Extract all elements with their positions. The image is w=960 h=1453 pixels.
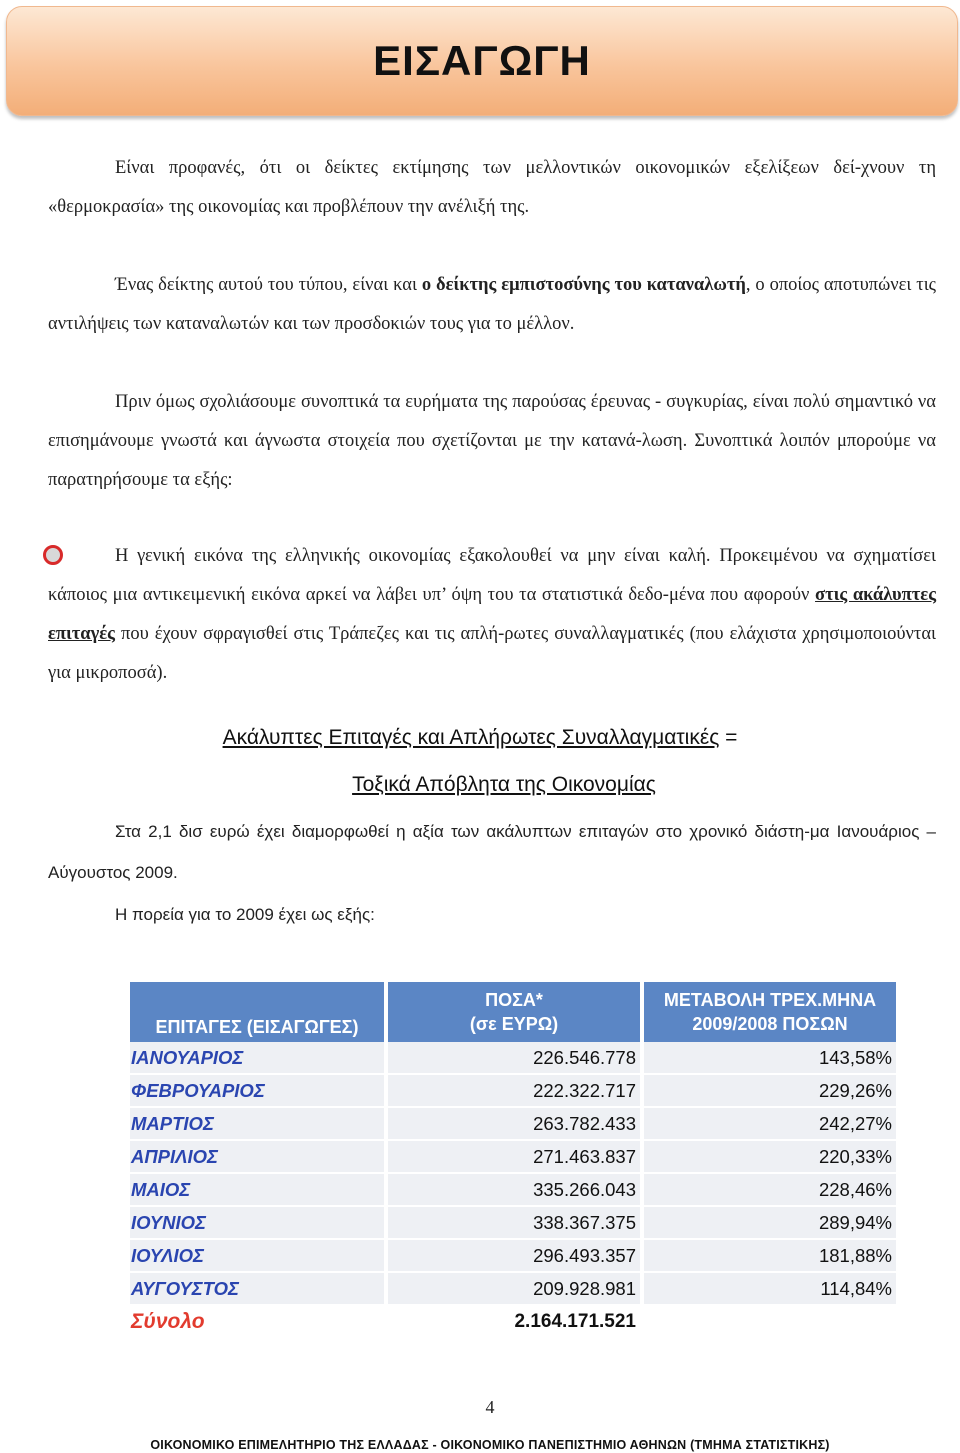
paragraph-course <box>48 894 936 935</box>
table-row <box>130 1173 896 1206</box>
cell-month: ΜΑΙΟΣ <box>130 1173 386 1206</box>
paragraph-consumer-index-pre: Ένας δείκτης αυτού του τύπου, είναι και <box>115 275 422 295</box>
paragraph-cheques <box>48 537 936 693</box>
table-row <box>130 1074 896 1107</box>
header-change-line1: ΜΕΤΑΒΟΛΗ ΤΡΕΧ.ΜΗΝΑ <box>663 990 877 1010</box>
paragraph-findings <box>48 383 936 500</box>
cell-month: ΙΑΝΟΥΑΡΙΟΣ <box>130 1042 386 1074</box>
cell-amount: 296.493.357 <box>386 1239 642 1272</box>
paragraph-intro <box>48 149 936 227</box>
paragraph-cheques-post: που έχουν σφραγισθεί στις Τράπεζες και τις απλή-ρωτες συναλλαγματικές (που ελάχιστα χρησιμοποιούνται για μικροποσά). <box>48 624 936 683</box>
table-header-row <box>130 982 896 1042</box>
cell-month: ΜΑΡΤΙΟΣ <box>130 1107 386 1140</box>
paragraph-intro-text: Είναι προφανές, ότι οι δείκτες εκτίμησης των μελλοντικών οικονομικών εξελίξεων δεί-χνουν τη «θερμοκρασία» της οικονομίας και προβλέπουν την ανέλιξή της. <box>48 158 936 217</box>
paragraph-cheques-bold: στις ακάλυπτες επιταγές <box>48 585 937 644</box>
cell-change: 220,33% <box>642 1140 896 1173</box>
cell-amount: 335.266.043 <box>386 1173 642 1206</box>
table-total-row <box>130 1305 896 1338</box>
header-amounts-line2: (σε ΕΥΡΩ) <box>469 1014 559 1034</box>
cell-month: ΑΠΡΙΛΙΟΣ <box>130 1140 386 1173</box>
table-row <box>130 1272 896 1305</box>
page-title: ΕΙΣΑΓΩΓΗ <box>373 37 591 84</box>
cell-month: ΑΥΓΟΥΣΤΟΣ <box>130 1272 386 1305</box>
paragraph-total-value <box>48 811 936 893</box>
cell-month: ΙΟΥΝΙΟΣ <box>130 1206 386 1239</box>
cell-change: 289,94% <box>642 1206 896 1239</box>
table-row <box>130 1140 896 1173</box>
cell-change: 228,46% <box>642 1173 896 1206</box>
cell-amount: 209.928.981 <box>386 1272 642 1305</box>
paragraph-consumer-index-post: , ο οποίος αποτυπώνει τις αντιλήψεις των καταναλωτών και των προσδοκιών τους για το μέλλον. <box>48 275 937 334</box>
cell-total-amount: 2.164.171.521 <box>386 1305 642 1338</box>
cell-amount: 222.322.717 <box>386 1074 642 1107</box>
section-heading-1 <box>0 726 960 750</box>
table-row <box>130 1107 896 1140</box>
paragraph-cheques-pre: Η γενική εικόνα της ελληνικής οικονομίας εξακολουθεί να μην είναι καλή. Προκειμένου να σχηματίσει κάποιος μια αντικειμενική εικόνα αρκεί να λάβει υπ’ όψη του τα στατιστικά δεδο-μένα που αφορούν <box>48 546 936 605</box>
cell-change: 143,58% <box>642 1042 896 1074</box>
cheques-table <box>130 982 896 1339</box>
page-number: 4 <box>485 1397 495 1417</box>
table-row <box>130 1042 896 1074</box>
header-amounts-line1: ΠΟΣΑ* <box>485 990 543 1010</box>
page-footer: ΟΙΚΟΝΟΜΙΚΟ ΕΠΙΜΕΛΗΤΗΡΙΟ ΤΗΣ ΕΛΛΑΔΑΣ - ΟΙΚΟΝΟΜΙΚΟ ΠΑΝΕΠΙΣΤΗΜΙΟ ΑΘΗΝΩΝ (ΤΜΗΜΑ ΣΤΑΤΙΣΤΙΚΗΣ) <box>150 1438 830 1452</box>
paragraph-consumer-index-bold: ο δείκτης εμπιστοσύνης του καταναλωτή <box>421 275 746 295</box>
table-row <box>130 1206 896 1239</box>
cell-amount: 226.546.778 <box>386 1042 642 1074</box>
cell-total-empty <box>642 1305 896 1338</box>
paragraph-course-text: Η πορεία για το 2009 έχει ως εξής: <box>115 905 375 924</box>
section-heading-2-text: Τοξικά Απόβλητα της Οικονομίας <box>352 773 656 796</box>
cell-change: 181,88% <box>642 1239 896 1272</box>
cell-change: 114,84% <box>642 1272 896 1305</box>
header-change <box>642 982 896 1042</box>
header-amounts <box>386 982 642 1042</box>
paragraph-findings-text: Πριν όμως σχολιάσουμε συνοπτικά τα ευρήματα της παρούσας έρευνας - συγκυρίας, είναι πολύ σημαντικό να επισημάνουμε γνωστά και άγνωστα στοιχεία που σχετίζονται με την κατανά-λωση. Συνοπτικά λοιπόν μπορούμε να παρατηρήσουμε τα εξής: <box>48 392 936 490</box>
header-change-line2: 2009/2008 ΠΟΣΩΝ <box>692 1014 848 1034</box>
cell-total-label: Σύνολο <box>130 1305 386 1338</box>
paragraph-consumer-index <box>48 266 936 344</box>
paragraph-total-value-text: Στα 2,1 δισ ευρώ έχει διαμορφωθεί η αξία των ακάλυπτων επιταγών στο χρονικό διάστη-μα Ιανουάριος – Αύγουστος 2009. <box>48 822 936 882</box>
section-heading-2 <box>48 773 960 797</box>
section-heading-1-suffix: = <box>719 726 738 749</box>
title-banner <box>6 6 958 116</box>
cell-amount: 271.463.837 <box>386 1140 642 1173</box>
cell-change: 242,27% <box>642 1107 896 1140</box>
table-row <box>130 1239 896 1272</box>
header-cheques: ΕΠΙΤΑΓΕΣ (ΕΙΣΑΓΩΓΕΣ) <box>130 982 386 1042</box>
cell-month: ΙΟΥΛΙΟΣ <box>130 1239 386 1272</box>
cell-amount: 263.782.433 <box>386 1107 642 1140</box>
cell-month: ΦΕΒΡΟΥΑΡΙΟΣ <box>130 1074 386 1107</box>
section-heading-1-text: Ακάλυπτες Επιταγές και Απλήρωτες Συναλλαγματικές <box>222 726 720 749</box>
cell-change: 229,26% <box>642 1074 896 1107</box>
cell-amount: 338.367.375 <box>386 1206 642 1239</box>
